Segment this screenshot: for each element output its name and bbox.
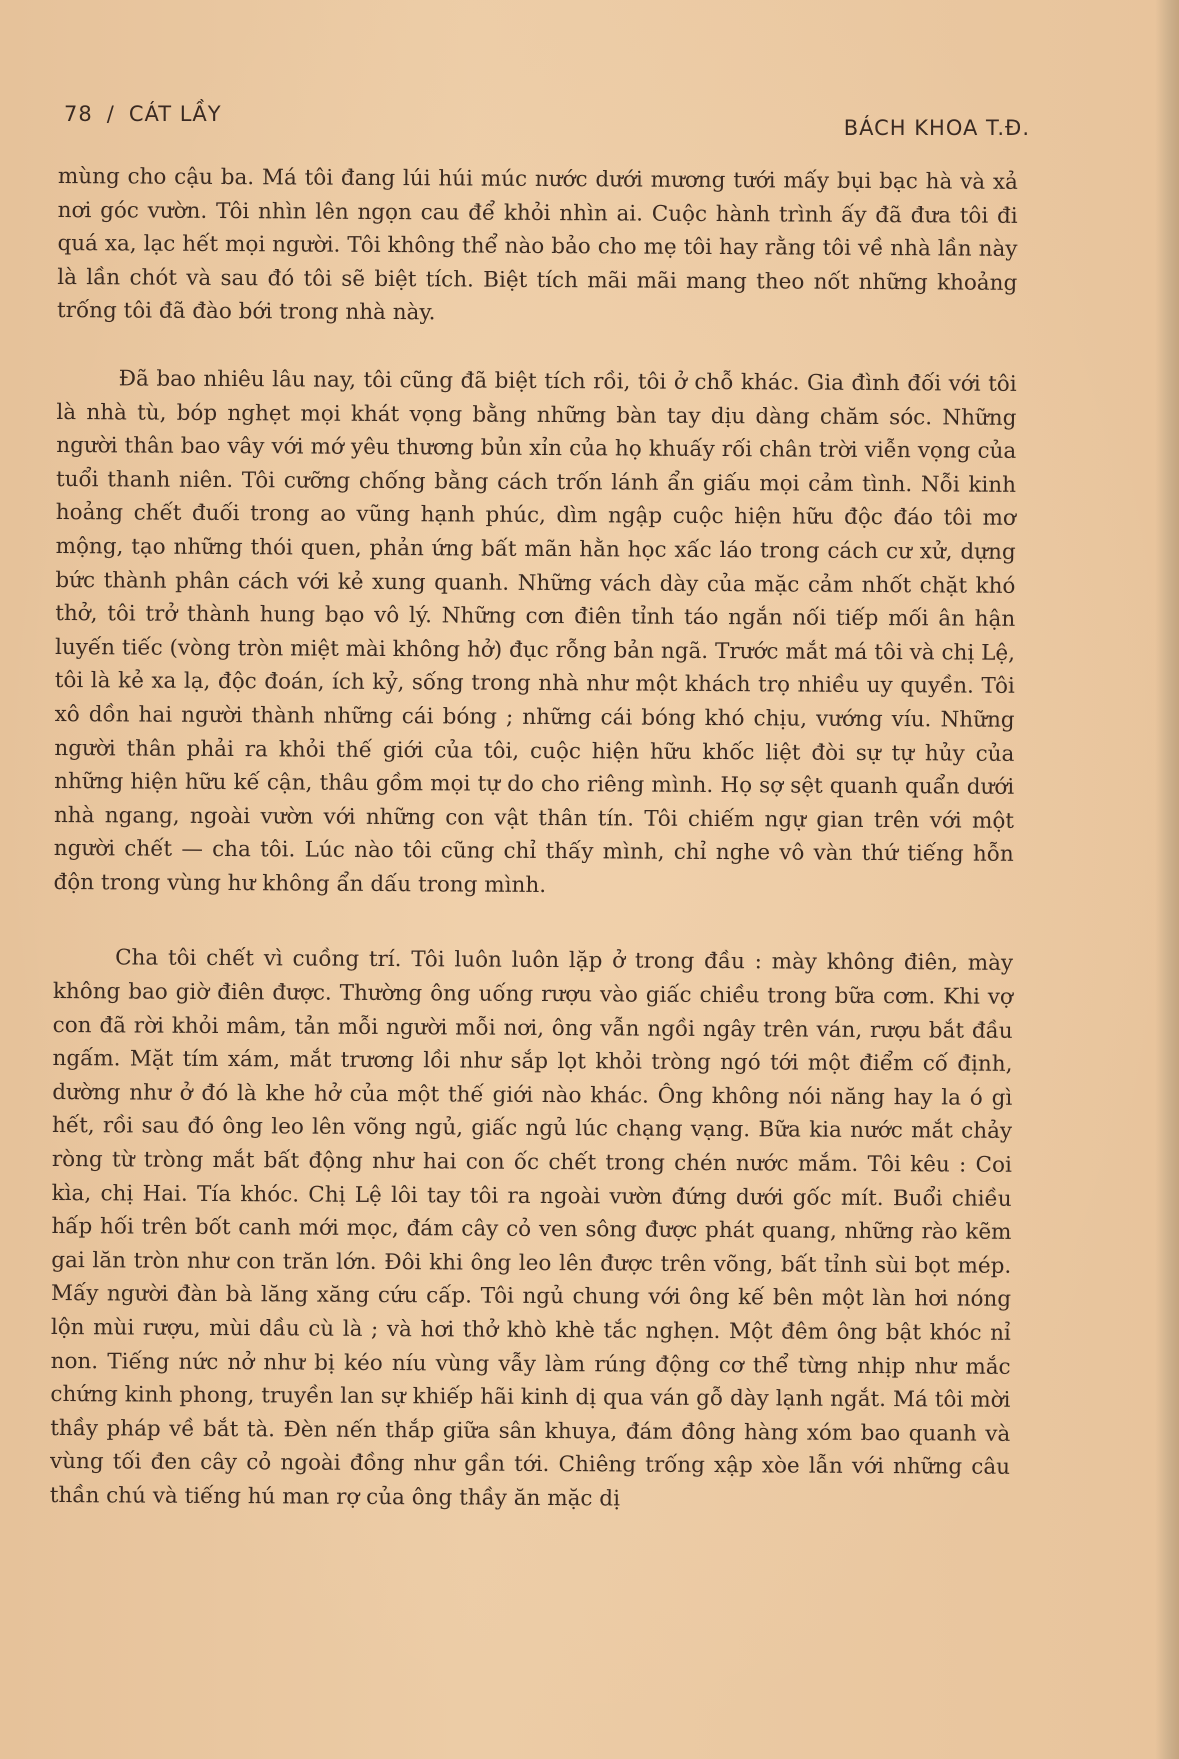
body-text: [50, 160, 1018, 1518]
page-number: 78: [64, 102, 93, 126]
paragraph-1: mùng cho cậu ba. Má tôi đang lúi húi múc nước dưới mương tưới mấy bụi bạc hà và xả nơi góc vườn. Tôi nhìn lên ngọn cau để khỏi nhìn ai. Cuộc hành trình ấy đã đưa tôi đi quá xa, lạc hết mọi người. Tôi không thể nào bảo cho mẹ tôi hay rằng tôi về nhà lần này là lần chót và sau đó tôi sẽ biệt tích. Biệt tích mãi mãi mang theo nốt những khoảng trống tôi đã đào bới trong nhà này.: [57, 163, 1018, 326]
running-head-left: [64, 102, 222, 126]
paragraph-2: Đã bao nhiêu lâu nay, tôi cũng đã biệt tích rồi, tôi ở chỗ khác. Gia đình đối với tôi là nhà tù, bóp nghẹt mọi khát vọng bằng những bàn tay dịu dàng chăm sóc. Những người thân bao vây với mớ yêu thương bủn xỉn của họ khuấy rối chân trời viễn vọng của tuổi thanh niên. Tôi cưỡng chống bằng cách trốn lánh ẩn giấu mọi cảm tình. Nỗi kinh hoảng chết đuối trong ao vũng hạnh phúc, dìm ngập cuộc hiện hữu độc đáo tôi mơ mộng, tạo những thói quen, phản ứng bất mãn hằn học xấc láo trong cách cư xử, dựng bức thành phân cách với kẻ xung quanh. Những vách dày của mặc cảm nhốt chặt khó thở, tôi trở thành hung bạo vô lý. Những cơn điên tỉnh táo ngắn nối tiếp mối ân hận luyến tiếc (vòng tròn miệt mài không hở) đục rỗng bản ngã. Trước mắt má tôi và chị Lệ, tôi là kẻ xa lạ, độc đoán, ích kỷ, sống trong nhà như một khách trọ nhiều uy quyền. Tôi xô dồn hai người thành những cái bóng ; những cái bóng khó chịu, vướng víu. Những người thân phải ra khỏi thế giới của tôi, cuộc hiện hữu khốc liệt đòi sự tự hủy của những hiện hữu kế cận, thâu gồm mọi tự do cho riêng mình. Họ sợ sệt quanh quẩn dưới nhà ngang, ngoài vườn với những con vật thân tín. Tôi chiếm ngự gian trên với một người chết — cha tôi. Lúc nào tôi cũng chỉ thấy mình, chỉ nghe vô vàn thứ tiếng hỗn độn trong vùng hư không ẩn dấu trong mình.: [53, 366, 1017, 898]
publication-name: BÁCH KHOA T.Đ.: [843, 116, 1030, 140]
header-separator: /: [106, 102, 115, 126]
paragraph-3: Cha tôi chết vì cuồng trí. Tôi luôn luôn lặp ở trong đầu : mày không điên, mày không bao giờ điên được. Thường ông uống rượu vào giấc chiều trong bữa cơm. Khi vợ con đã rời khỏi mâm, tản mỗi người mỗi nơi, ông vẫn ngồi ngây trên ván, rượu bắt đầu ngấm. Mặt tím xám, mắt trương lồi như sắp lọt khỏi tròng ngó tới một điểm cố định, dường như ở đó là khe hở của một thế giới nào khác. Ông không nói năng hay la ó gì hết, rồi sau đó ông leo lên võng ngủ, giấc ngủ lúc chạng vạng. Bữa kia nước mắt chảy ròng từ tròng mắt bất động như hai con ốc chết trong chén nước mắm. Tôi kêu : Coi kìa, chị Hai. Tía khóc. Chị Lệ lôi tay tôi ra ngoài vườn đứng dưới gốc mít. Buổi chiều hấp hối trên bốt canh mới mọc, đám cây cỏ ven sông được phát quang, những rào kẽm gai lăn tròn như con trăn lớn. Đôi khi ông leo lên được trên võng, bất tỉnh sùi bọt mép. Mấy người đàn bà lăng xăng cứu cấp. Tôi ngủ chung với ông kế bên một làn hơi nóng lộn mùi rượu, mùi dầu cù là ; và hơi thở khò khè tắc nghẹn. Một đêm ông bật khóc nỉ non. Tiếng nức nở như bị kéo níu vùng vẫy làm rúng động cơ thể từng nhịp như mắc chứng kinh phong, truyền lan sự khiếp hãi kinh dị qua ván gỗ dày lạnh ngắt. Má tôi mời thầy pháp về bắt tà. Đèn nến thắp giữa sân khuya, đám đông hàng xóm bao quanh và vùng tối đen cây cỏ ngoài đồng như gần tới. Chiêng trống xập xòe lẫn với những câu thần chú và tiếng hú man rợ của ông thầy ăn mặc dị: [49, 945, 1014, 1512]
page-header: [64, 98, 1030, 138]
page-edge-shadow: [1155, 0, 1179, 1759]
section-title: CÁT LẦY: [128, 102, 222, 126]
